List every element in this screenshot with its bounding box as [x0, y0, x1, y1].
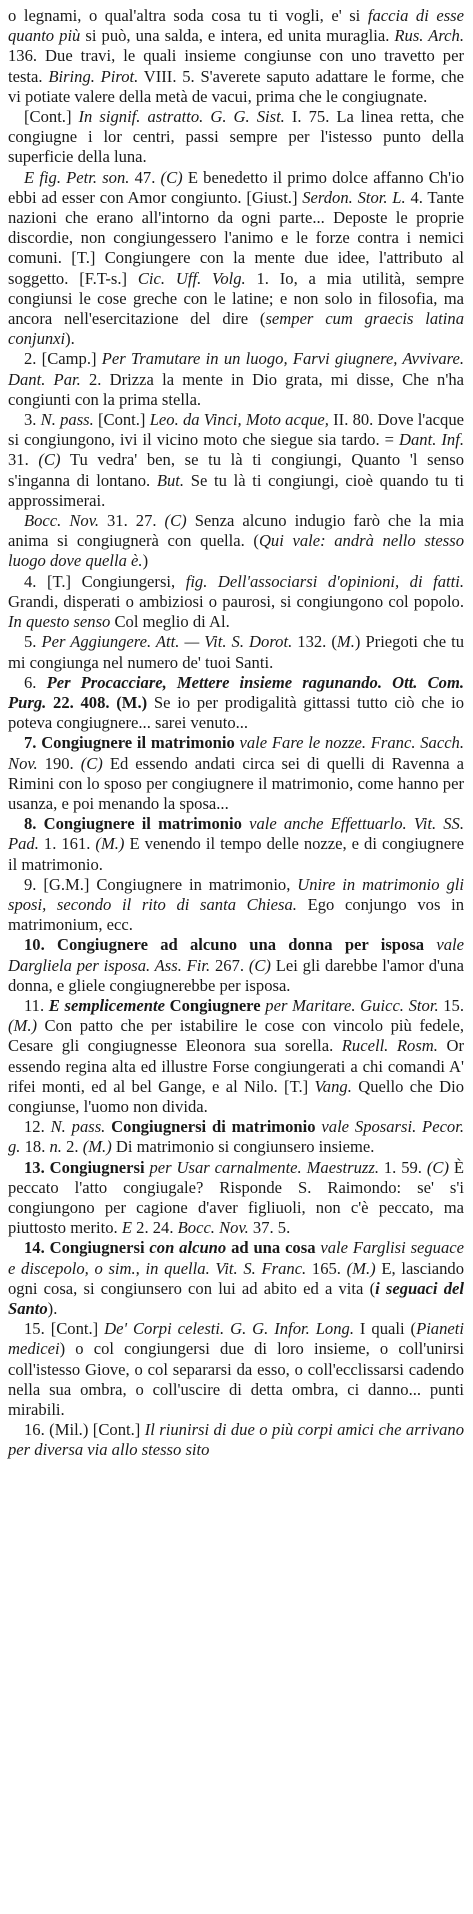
formatted-text-run: Leo. da Vinci, Moto acque, [149, 410, 329, 430]
formatted-text-run: 13. Congiugnersi [24, 1157, 145, 1177]
formatted-text-run: vale Farglisi seguace e discepolo, o sim., in quella. Vit. S. Franc. [8, 1238, 465, 1278]
formatted-text-run: 10. Congiugnere ad alcuno una donna per isposa [24, 935, 425, 955]
text-run: 1. Io, a mia utilità, sempre congiunsi le cose greche con le latine; e non solo in filosofia, ma ancora nell'esercitazione del dire ( [8, 268, 464, 329]
text-run: Senza alcuno indugio farò che la mia anima si congiugnerà con quella. ( [8, 511, 464, 551]
definition-paragraph [8, 935, 464, 996]
text-run: 267. [210, 955, 249, 975]
formatted-text-run: Bocc. Nov. [177, 1218, 249, 1238]
text-run: 2. [61, 1137, 83, 1157]
text-run: Con patto che per istabilire le cose con vincolo più fedele, Cesare gli congiugnesse Eleonora sua sorella. [8, 1016, 464, 1056]
definition-paragraph [8, 1420, 464, 1460]
text-run: 4. [T.] Congiungersi, [24, 571, 186, 591]
formatted-text-run: 7. Congiugnere il matrimonio [24, 733, 235, 753]
formatted-text-run: vale Dargliela per isposa. Ass. Fir. [8, 935, 464, 975]
definition-paragraph [8, 814, 464, 875]
formatted-text-run: per Maritare. Guicc. Stor. [260, 995, 439, 1015]
text-run: 2. Drizza la mente in Dio grata, mi disse, Che n'ha congiunti con la prima stella. [8, 369, 464, 409]
formatted-text-run: Per Tramutare in un luogo, Farvi giugnere, Avvivare. Dant. Par. [8, 349, 464, 389]
formatted-text-run: Rus. Arch. [394, 26, 464, 46]
text-run: ) [142, 551, 149, 571]
formatted-text-run: In questo senso [8, 612, 111, 632]
definition-paragraph [8, 410, 464, 511]
definition-paragraph [8, 107, 464, 168]
text-run: 37. 5. [248, 1218, 291, 1238]
formatted-text-run: 22. 408. (M.) [46, 692, 148, 712]
text-run: 6. [24, 672, 47, 692]
text-run: Or essendo regina alta ed illustre Forse congiungerati a chi comandi A' rifei monti, ed al bel Gange, e al Nilo. [T.] [8, 1036, 464, 1096]
text-run: Se tu là ti congiungi, cioè quando tu ti approssimerai. [8, 470, 464, 510]
text-run: 2. 24. [132, 1218, 178, 1238]
text-run: [Cont.] [24, 107, 79, 127]
formatted-text-run: (C) [426, 1157, 449, 1177]
formatted-text-run: (C) [38, 450, 61, 470]
formatted-text-run: Bocc. Nov. [24, 511, 99, 531]
formatted-text-run: Vang. [314, 1076, 352, 1096]
text-run: [Cont.] [93, 410, 150, 430]
text-run: II. 80. Dove l'acque si congiungono, ivi il vicino moto che siegue sia tardo. = [8, 410, 464, 450]
formatted-text-run: Cic. Uff. Volg. [137, 268, 246, 288]
formatted-text-run: E fig. Petr. son. [24, 167, 130, 187]
formatted-text-run: (C) [160, 167, 183, 187]
text-run: Lei gli darebbe l'amor d'una donna, e gliele congiugnerebbe per isposa. [8, 955, 465, 995]
text-run: ) o col congiungersi due di loro insieme, o coll'unirsi coll'istesso Giove, o col separarsi da esso, o coll'ecclissarsi cadendo nella sua ombra, o coll'uscire di detta ombra, ci danno... punti mirabili. [8, 1339, 464, 1420]
text-run: Se io per prodigalità gittassi tutto ciò che io poteva congiugnere... sarei venuto... [8, 692, 464, 733]
formatted-text-run: Il riunirsi di due o più corpi amici che arrivano per diversa via allo stesso sito [8, 1420, 464, 1460]
text-run: 132. ( [292, 632, 337, 652]
formatted-text-run: Dant. Inf. [399, 430, 464, 450]
formatted-text-run: Per Procacciare, Mettere insieme ragunando. Ott. Com. Purg. [8, 672, 464, 712]
definition-paragraph [8, 1238, 464, 1319]
definition-paragraph [8, 6, 464, 107]
formatted-text-run: (C) [164, 511, 187, 531]
formatted-text-run: (C) [80, 753, 103, 773]
text-run: 136. Due travi, le quali insieme congiunse con uno travetto per testa. [8, 46, 464, 86]
definition-paragraph [8, 511, 464, 572]
formatted-text-run: (M.) [8, 1016, 38, 1036]
definition-paragraph [8, 673, 464, 734]
text-run: Ego conjungo vos in matrimonium, ecc. [8, 894, 464, 935]
formatted-text-run: Qui vale: andrà nello stesso luogo dove quella è. [8, 531, 464, 571]
formatted-text-run: fig. Dell'associarsi d'opinioni, di fatti. [185, 571, 464, 591]
text-run: I quali ( [353, 1319, 417, 1339]
formatted-text-run: Rucell. Rosm. [341, 1036, 438, 1056]
text-run: VIII. 5. S'averete saputo adattare le forme, che vi potiate valere della metà de vacui, prima che le congiugnate. [8, 66, 464, 106]
text-run: 4. Tante nazioni che erano all'intorno da ogni parte... Deposte le proprie discordie, non congiungessero l'animo e le forze contra i nemici comuni. [T.] Congiungere con la mente due idee, l'attributo al soggetto. [F.T-s.] [8, 187, 464, 288]
definition-paragraph [8, 1158, 464, 1239]
definition-paragraph [8, 572, 464, 633]
text-run: 12. [24, 1117, 51, 1137]
formatted-text-run: E [121, 1218, 132, 1238]
formatted-text-run: con alcuno [144, 1238, 227, 1258]
text-run: 3. [24, 410, 41, 430]
formatted-text-run: In signif. astratto. G. G. Sist. [78, 107, 285, 127]
formatted-text-run: vale Fare le nozze. Franc. Sacch. Nov. [8, 733, 465, 773]
text-run: Grandi, disperati o ambiziosi o paurosi, si congiungono col popolo. [8, 591, 464, 611]
text-run: 16. (Mil.) [Cont.] [24, 1420, 145, 1440]
text-run: 31. [8, 450, 39, 470]
formatted-text-run: De' Corpi celesti. G. G. Infor. Long. [104, 1319, 354, 1339]
formatted-text-run: Unire in matrimonio gli sposi, secondo il rito di santa Chiesa. [8, 874, 464, 914]
formatted-text-run: semper cum graecis latina conjunxi [8, 309, 464, 349]
definition-paragraph [8, 875, 464, 936]
formatted-text-run: 8. Congiugnere il matrimonio [24, 814, 242, 834]
formatted-text-run: (M.) [346, 1258, 376, 1278]
formatted-text-run: ad una cosa [226, 1238, 316, 1258]
text-run: Tu vedra' ben, se tu là ti congiungi, Quanto 'l senso s'inganna di lontano. [8, 450, 464, 490]
text-run: 15. [Cont.] [24, 1319, 105, 1339]
definition-paragraph [8, 168, 464, 350]
formatted-text-run: 14. Congiugnersi [24, 1238, 145, 1258]
formatted-text-run: (M.) [95, 834, 125, 854]
text-run: E, lasciando ogni cosa, si congiunsero con lui ad abito ed a vita ( [8, 1258, 464, 1298]
formatted-text-run: Biring. Pirot. [48, 66, 139, 86]
definition-paragraph [8, 1319, 464, 1420]
text-run: 15. [438, 995, 464, 1015]
text-run: 1. 59. [378, 1157, 427, 1177]
definition-paragraph [8, 632, 464, 672]
formatted-text-run: vale Sposarsi. Pecor. g. [8, 1117, 464, 1157]
text-run: E venendo il tempo delle nozze, e di congiugnere il matrimonio. [8, 834, 464, 874]
text-run: ). [65, 329, 75, 349]
text-run: o legnami, o qual'altra soda cosa tu ti vogli, e' si [8, 6, 368, 25]
definition-paragraph [8, 996, 464, 1117]
formatted-text-run: vale anche Effettuarlo. Vit. SS. Pad. [8, 814, 464, 854]
text-run: 5. [24, 632, 42, 652]
text-run: 1. 161. [38, 834, 96, 854]
text-run: Di matrimonio si congiunsero insieme. [111, 1137, 375, 1157]
text-run: 11. [24, 995, 49, 1015]
formatted-text-run: faccia di esse quanto più [8, 6, 464, 46]
text-run: Col meglio di Al. [110, 612, 230, 632]
formatted-text-run: (C) [248, 955, 271, 975]
text-run: Ed essendo andati circa sei di quelli di Ravenna a Rimini con lo sposo per congiugnere il matrimonio, come hanno per usanza, e poi menando la sposa... [8, 753, 465, 813]
text-run: si può, una salda, e intera, ed unita muraglia. [80, 26, 395, 46]
formatted-text-run: per Usar carnalmente. Maestruzz. [144, 1157, 379, 1177]
formatted-text-run: N. pass. [40, 410, 94, 430]
formatted-text-run: E semplicemente [48, 995, 165, 1015]
text-run: 18. [20, 1137, 50, 1157]
formatted-text-run: M. [336, 632, 355, 652]
definition-paragraph [8, 349, 464, 410]
text-run: 190. [37, 753, 81, 773]
formatted-text-run: (M.) [82, 1137, 112, 1157]
formatted-text-run: i seguaci del Santo [8, 1278, 464, 1318]
formatted-text-run: Per Aggiungere. Att. — Vit. S. Dorot. [41, 632, 293, 652]
text-run: ). [47, 1299, 58, 1318]
text-run: 2. [Camp.] [24, 349, 102, 369]
entry-text-column [8, 6, 464, 1461]
text-run: ) Priegoti che tu mi congiunga nel numero de' tuoi Santi. [8, 632, 465, 672]
formatted-text-run: Serdon. Stor. L. [302, 187, 406, 207]
definition-paragraph [8, 733, 464, 814]
formatted-text-run: N. pass. [50, 1117, 106, 1137]
formatted-text-run: Pianeti medicei [8, 1319, 464, 1359]
text-run: I. 75. La linea retta, che congiugne i lor centri, passi sempre per l'istesso punto della superficie della luna. [8, 107, 464, 167]
text-run: È peccato l'atto congiugale? Risponde S. Raimondo: se' s'i congiungono per cagione d'aver figliuoli, non c'è peccato, ma piuttosto merito. [8, 1157, 464, 1238]
formatted-text-run: Congiugnersi di matrimonio [105, 1117, 316, 1137]
text-run: E benedetto il primo dolce affanno Ch'io ebbi ad esser con Amor congiunto. [Giust.] [8, 167, 465, 207]
formatted-text-run: n. [49, 1137, 62, 1157]
formatted-text-run: But. [156, 470, 185, 490]
text-run: 31. 27. [98, 511, 165, 531]
formatted-text-run: Congiugnere [164, 995, 261, 1015]
text-run: 9. [G.M.] Congiugnere in matrimonio, [24, 874, 298, 894]
text-run: 47. [129, 167, 161, 187]
definition-paragraph [8, 1117, 464, 1157]
text-run: Quello che Dio congiunse, l'uomo non divida. [8, 1076, 465, 1116]
text-run: 165. [306, 1258, 347, 1278]
